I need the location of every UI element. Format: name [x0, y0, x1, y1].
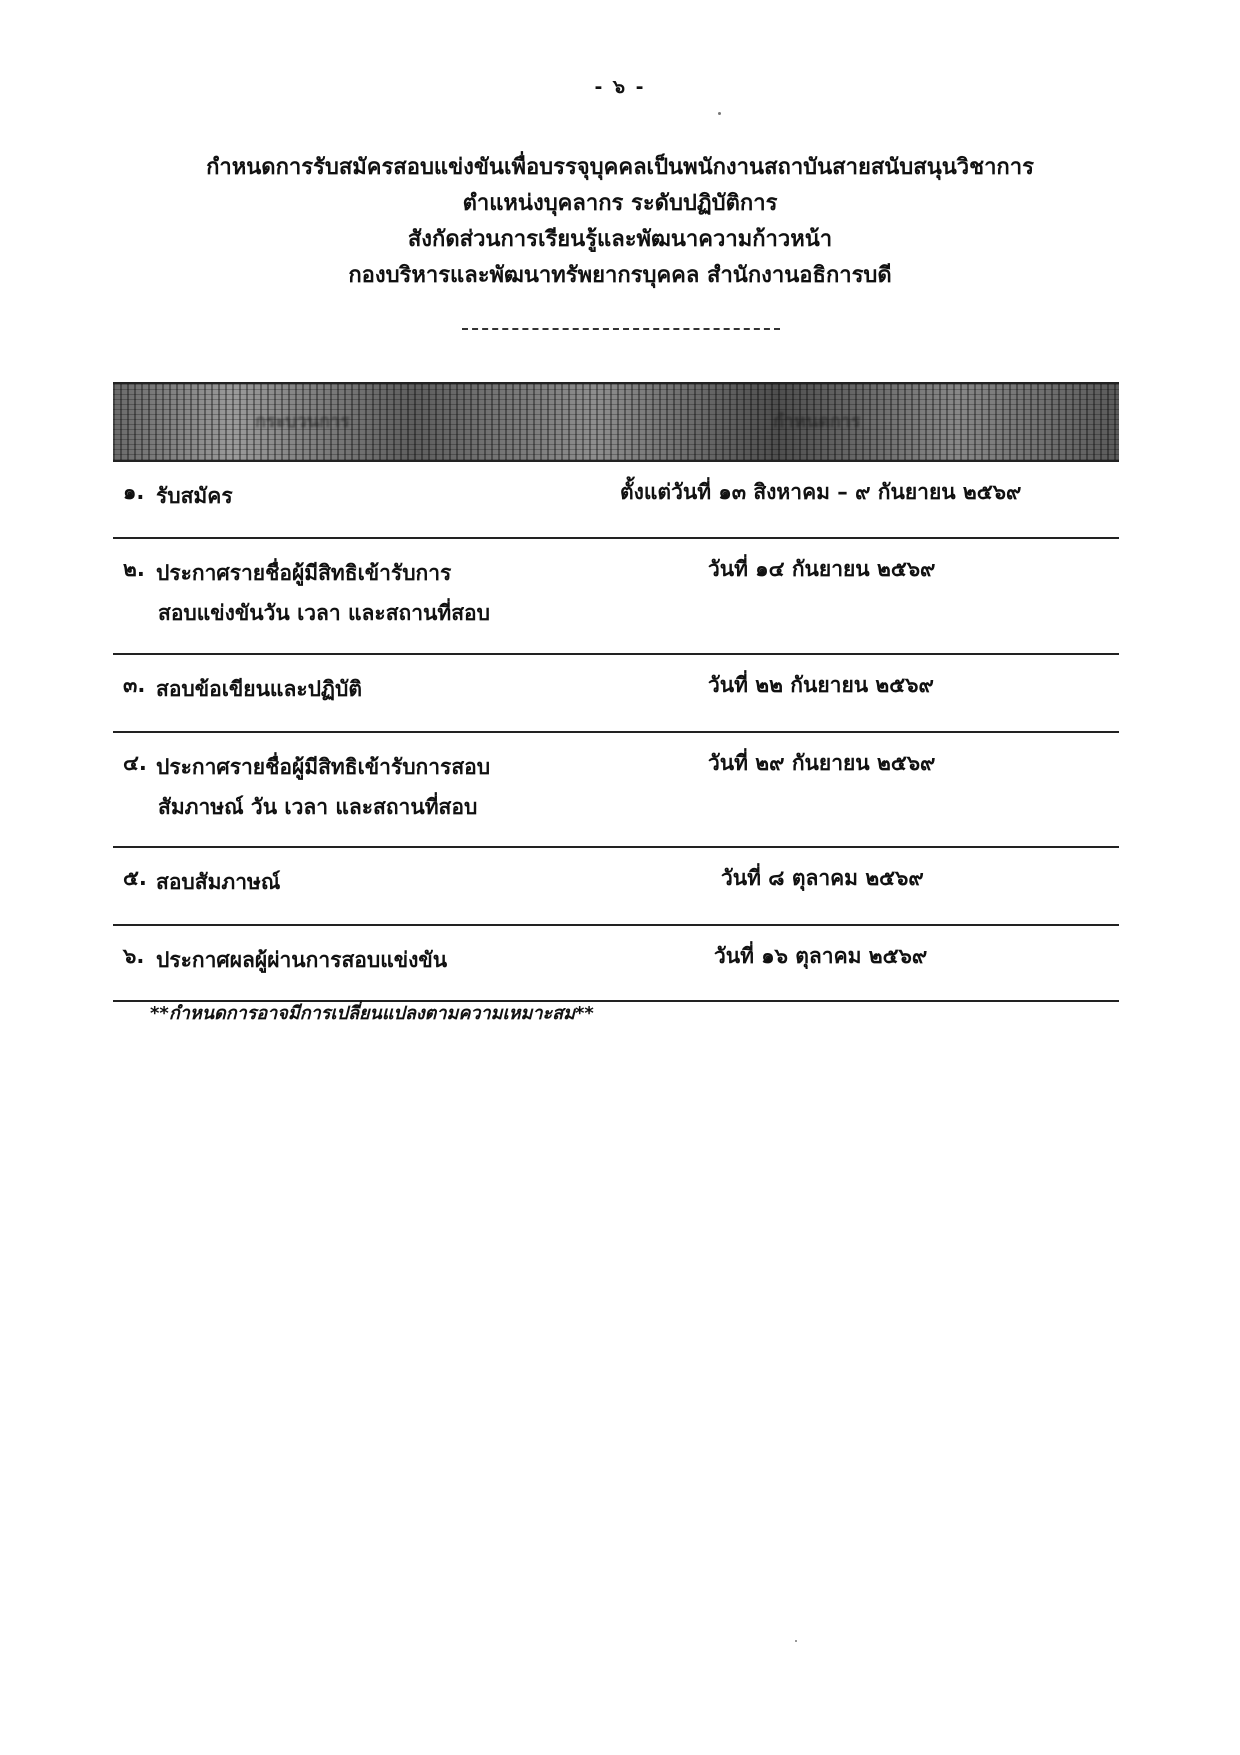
header-divider: [462, 328, 780, 330]
row-date: วันที่ ๒๙ กันยายน ๒๕๖๙: [708, 751, 936, 775]
schedule-table: [113, 382, 1119, 1002]
row-number: ๓.: [123, 673, 146, 697]
table-row: [113, 462, 1119, 539]
row-date: วันที่ ๑๔ กันยายน ๒๕๖๙: [708, 557, 936, 581]
table-row: [113, 733, 1119, 848]
column-header-schedule: กำหนดการ: [773, 411, 861, 432]
row-date: ตั้งแต่วันที่ ๑๓ สิงหาคม – ๙ กันยายน ๒๕๖๙: [620, 480, 1022, 504]
row-number: ๕.: [123, 866, 147, 890]
table-header: [113, 382, 1119, 462]
row-step-line: สอบข้อเขียนและปฏิบัติ: [156, 677, 363, 701]
table-row: [113, 926, 1119, 1002]
document-header: [0, 150, 1240, 294]
header-title-line-1: กำหนดการรับสมัครสอบแข่งขันเพื่อบรรจุบุคคลเป็นพนักงานสถาบันสายสนับสนุนวิชาการ: [206, 155, 1034, 180]
row-step-line: สัมภาษณ์ วัน เวลา และสถานที่สอบ: [158, 795, 478, 819]
header-title-line-2: ตำแหน่งบุคลากร ระดับปฏิบัติการ: [462, 191, 778, 216]
schedule-disclaimer: **กำหนดการอาจมีการเปลี่ยนแปลงตามความเหมาะสม**: [150, 1003, 594, 1024]
row-step: [156, 476, 233, 516]
row-step-line: รับสมัคร: [156, 484, 233, 508]
row-step: [156, 669, 362, 709]
row-step: [156, 940, 447, 980]
row-step-line: สอบแข่งขันวัน เวลา และสถานที่สอบ: [158, 601, 490, 625]
row-step: [156, 862, 280, 902]
row-date: วันที่ ๒๒ กันยายน ๒๕๖๙: [708, 673, 934, 697]
row-step-line: ประกาศรายชื่อผู้มีสิทธิเข้ารับการสอบ: [156, 755, 491, 779]
table-row: [113, 848, 1119, 926]
column-header-process: กระบวนการ: [255, 411, 350, 432]
row-step: [156, 747, 490, 827]
row-number: ๖.: [123, 944, 145, 968]
table-row: [113, 539, 1119, 655]
row-step-line: ประกาศผลผู้ผ่านการสอบแข่งขัน: [156, 948, 448, 972]
row-step: [156, 553, 490, 633]
row-date: วันที่ ๘ ตุลาคม ๒๕๖๙: [721, 866, 924, 890]
scan-speck: [718, 112, 721, 115]
row-number: ๒.: [123, 557, 145, 581]
header-title-line-3: สังกัดส่วนการเรียนรู้และพัฒนาความก้าวหน้า: [407, 227, 833, 252]
scan-speck: [795, 1640, 797, 1642]
header-title-line-4: กองบริหารและพัฒนาทรัพยากรบุคคล สำนักงานอธิการบดี: [348, 263, 892, 288]
table-row: [113, 655, 1119, 733]
page-number: - ๖ -: [594, 76, 646, 98]
row-step-line: สอบสัมภาษณ์: [156, 870, 281, 894]
row-step-line: ประกาศรายชื่อผู้มีสิทธิเข้ารับการ: [156, 561, 452, 585]
row-number: ๑.: [123, 480, 145, 504]
row-date: วันที่ ๑๖ ตุลาคม ๒๕๖๙: [714, 944, 928, 968]
row-number: ๔.: [123, 751, 147, 775]
